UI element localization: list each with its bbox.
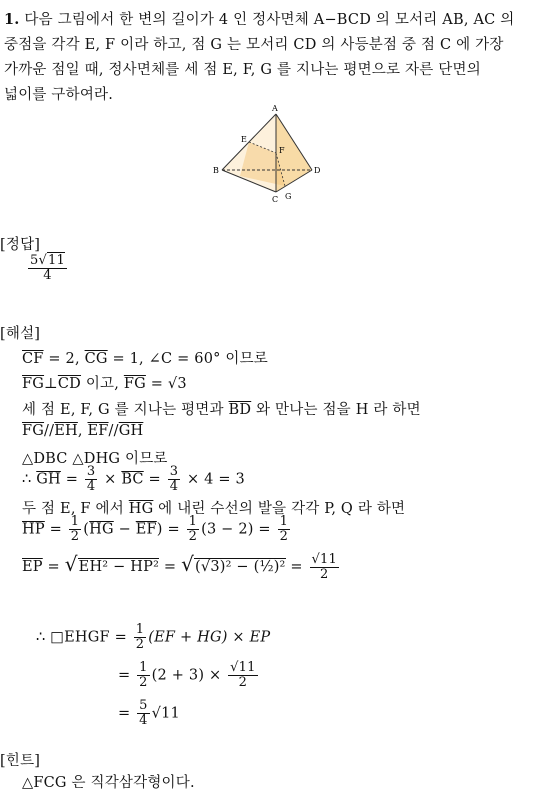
problem-number: 1.	[4, 11, 20, 28]
label-f: F	[279, 146, 285, 155]
solution-line-11: = $\frac{1}{2}$ (2 + 3) × $\frac{√11}{2}$	[118, 660, 256, 690]
solution-heading: [해설]	[0, 326, 41, 342]
tetrahedron-figure	[200, 100, 340, 210]
problem-line-1	[4, 8, 514, 29]
solution-line-2: $\overline{FG}\perp\overline{CD}$ 이고, $\overline{FG} = √3$	[22, 376, 187, 392]
solution-line-10: ∴ □EHGF = $\frac{1}{2}$ (EF + HG) × EP	[36, 622, 271, 652]
label-e: E	[241, 135, 247, 144]
solution-line-3: 세 점 E, F, G 를 지나는 평면과 $\overline{BD}$ 와 만나는 점을 H 라 하면	[22, 402, 421, 418]
solution-line-6: ∴ $\overline{GH}$ = $\frac{3}{4}$ × $\overline{BC}$ = $\frac{3}{4}$ × 4 = 3	[22, 464, 245, 494]
solution-line-4: $\overline{FG}//\overline{EH}$, $\overline{EF}//\overline{GH}$	[22, 423, 144, 439]
label-c: C	[272, 195, 279, 204]
problem-line-4: 넓이를 구하여라.	[4, 87, 114, 103]
solution-line-8: $\overline{HP}$ = $\frac{1}{2}$ $(\overline{HG} - \overline{EF})$ = $\frac{1}{2}$ (3 − 2) = $\frac{1}{2}$	[22, 514, 289, 544]
problem-text-1: 다음 그림에서 한 변의 길이가 4 인 정사면체 A−BCD 의 모서리 AB, AC 의	[24, 12, 515, 28]
problem-line-3: 가까운 점일 때, 정사면체를 세 점 E, F, G 를 지나는 평면으로 자른 단면의	[4, 62, 481, 78]
answer-value	[26, 254, 69, 283]
solution-line-5: △DBC △DHG 이므로	[22, 451, 168, 467]
label-a: A	[272, 104, 278, 113]
answer-denominator: 4	[43, 268, 52, 283]
answer-heading: [정답]	[0, 237, 41, 253]
solution-line-7: 두 점 E, F 에서 $\overline{HG}$ 에 내린 수선의 발을 각각 P, Q 라 하면	[22, 501, 406, 517]
label-b: B	[213, 166, 219, 175]
solution-line-1: $\overline{CF} = 2$, $\overline{CG} = 1$, ∠C = 60° 이므로	[22, 351, 269, 367]
answer-coef: 5	[30, 253, 39, 268]
solution-line-9: $\overline{EP} = √EH^2 - HP^2 = √(√3)^2$ − (½)² = $\frac{√11}{2}$	[22, 551, 337, 582]
label-g: G	[285, 192, 292, 201]
label-d: D	[314, 166, 321, 175]
hint-heading: [힌트]	[0, 753, 41, 769]
problem-line-2: 중점을 각각 E, F 이라 하고, 점 G 는 모서리 CD 의 사등분점 중 점 C 에 가장	[4, 37, 504, 53]
answer-radicand: 11	[47, 253, 65, 268]
solution-line-12: = $\frac{5}{4}$ √11	[118, 698, 180, 728]
hint-text: △FCG 은 직각삼각형이다.	[22, 775, 195, 791]
